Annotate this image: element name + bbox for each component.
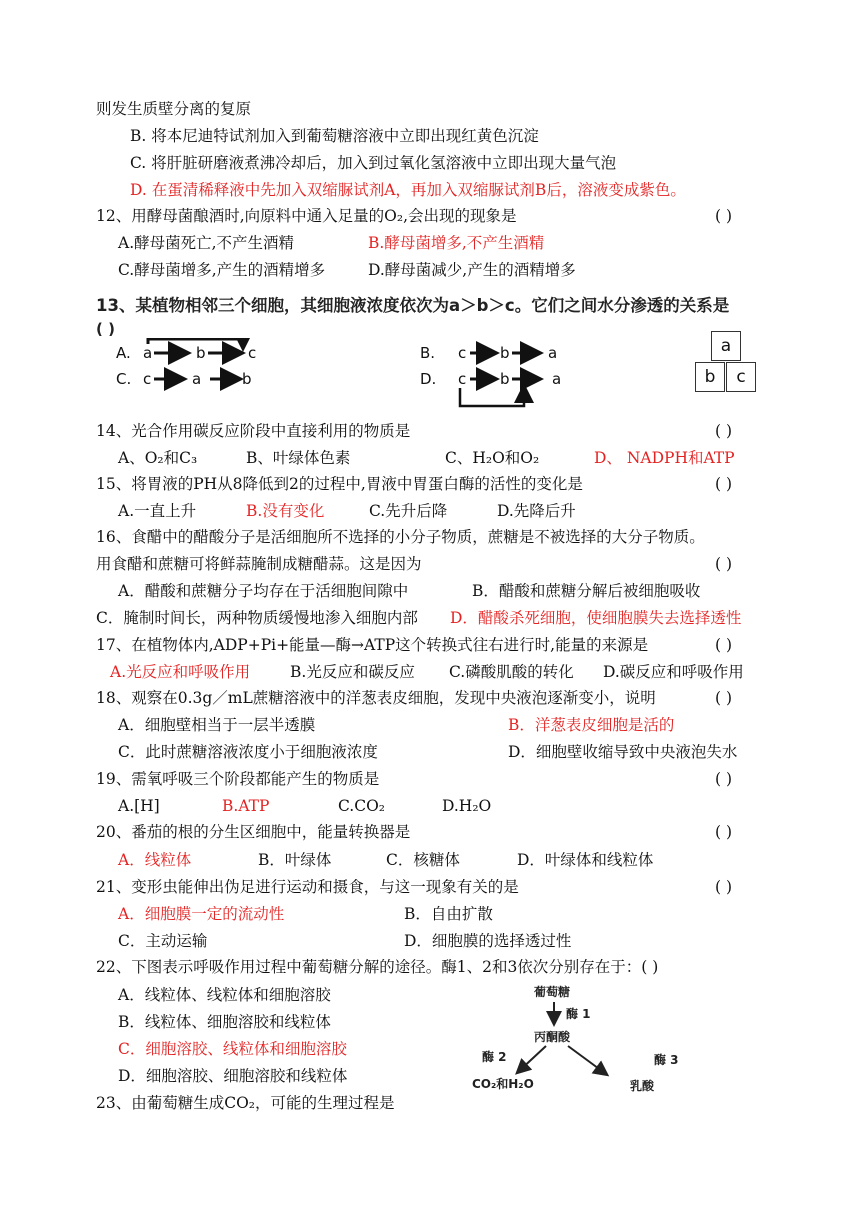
q18-option-b: B．洋葱表皮细胞是活的 <box>508 716 675 734</box>
question-20: 20、番茄的根的分生区细胞中，能量转换器是 <box>96 823 411 841</box>
option-c-line: C. 将肝脏研磨液煮沸冷却后，加入到过氧化氢溶液中立即出现大量气泡 <box>130 154 617 172</box>
question-16-cont: 用食醋和蔗糖可将鲜蒜腌制成糖醋蒜。这是因为 <box>96 555 422 573</box>
svg-text:b: b <box>500 344 510 362</box>
q12-option-b: B.酵母菌增多,不产生酒精 <box>368 234 545 252</box>
respiration-pathway-diagram <box>458 982 720 1102</box>
q15-option-b: B.没有变化 <box>246 502 325 520</box>
q12-option-c: C.酵母菌增多,产生的酒精增多 <box>118 261 326 279</box>
svg-text:b: b <box>196 344 206 362</box>
enzyme1-label: 酶 1 <box>566 1007 591 1021</box>
question-19: 19、需氧呼吸三个阶段都能产生的物质是 <box>96 770 380 788</box>
q18-option-a: A．细胞壁相当于一层半透膜 <box>118 716 316 734</box>
question-15: 15、将胃液的PH从8降低到2的过程中,胃液中胃蛋白酶的活性的变化是 <box>96 475 583 493</box>
cell-c-box: c <box>726 362 756 392</box>
enzyme3-label: 酶 3 <box>654 1053 679 1067</box>
question-22: 22、下图表示呼吸作用过程中葡萄糖分解的途径。酶1、2和3依次分别存在于：( ) <box>96 958 659 976</box>
cell-b-box: b <box>695 362 725 392</box>
q21-option-d: D．细胞膜的选择透过性 <box>404 932 572 950</box>
line-continuation: 则发生质壁分离的复原 <box>96 100 252 118</box>
q22-option-b: B．线粒体、细胞溶胶和线粒体 <box>118 1013 331 1031</box>
option-b-line: B. 将本尼迪特试剂加入到葡萄糖溶液中立即出现红黄色沉淀 <box>130 127 539 145</box>
q20-option-d: D．叶绿体和线粒体 <box>517 851 654 869</box>
q17-option-d: D.碳反应和呼吸作用 <box>603 663 744 681</box>
answer-paren: ( ) <box>715 475 733 493</box>
svg-text:c: c <box>458 370 467 388</box>
q17-option-c: C.磷酸肌酸的转化 <box>449 663 574 681</box>
svg-text:a: a <box>548 344 558 362</box>
q15-option-d: D.先降后升 <box>497 502 576 520</box>
cell-a-box: a <box>711 331 741 361</box>
question-18: 18、观察在0.3g／mL蔗糖溶液中的洋葱表皮细胞，发现中央液泡逐渐变小，说明 <box>96 689 656 707</box>
q19-option-d: D.H₂O <box>442 797 492 815</box>
q18-option-d: D．细胞壁收缩导致中央液泡失水 <box>508 743 738 761</box>
q13-a-label: A. <box>116 344 131 362</box>
q16-option-b: B．醋酸和蔗糖分解后被细胞吸收 <box>472 582 701 600</box>
answer-paren: ( ) <box>715 207 733 225</box>
q15-option-c: C.先升后降 <box>369 502 448 520</box>
co2-h2o-label: CO₂和H₂O <box>472 1077 534 1091</box>
answer-paren: ( ) <box>715 770 733 788</box>
answer-paren: ( ) <box>715 422 733 440</box>
answer-paren: ( ) <box>715 823 733 841</box>
q20-option-a: A．线粒体 <box>118 851 192 869</box>
q16-option-a: A．醋酸和蔗糖分子均存在于活细胞间隙中 <box>118 582 409 600</box>
answer-paren: ( ) <box>715 689 733 707</box>
q14-option-c: C、H₂O和O₂ <box>445 449 540 467</box>
q21-option-c: C．主动运输 <box>118 932 208 950</box>
svg-text:b: b <box>242 370 252 388</box>
q16-option-c: C．腌制时间长，两种物质缓慢地渗入细胞内部 <box>96 609 418 627</box>
option-d-line-answer: D. 在蛋清稀释液中先加入双缩脲试剂A，再加入双缩脲试剂B后，溶液变成紫色。 <box>130 181 686 199</box>
glucose-label: 葡萄糖 <box>534 985 571 999</box>
osmosis-arrow-diagram <box>110 338 590 410</box>
q17-option-a: A.光反应和呼吸作用 <box>110 663 251 681</box>
q19-option-b: B.ATP <box>222 797 270 815</box>
question-12: 12、用酵母菌酿酒时,向原料中通入足量的O₂,会出现的现象是 <box>96 207 517 225</box>
q18-option-c: C．此时蔗糖溶液浓度小于细胞液浓度 <box>118 743 378 761</box>
q19-option-a: A.[H] <box>118 797 160 815</box>
lactic-acid-label: 乳酸 <box>630 1079 655 1093</box>
question-21: 21、变形虫能伸出伪足进行运动和摄食，与这一现象有关的是 <box>96 878 519 896</box>
svg-text:a: a <box>552 370 562 388</box>
q13-b-label: B. <box>420 344 436 362</box>
svg-text:a: a <box>192 370 202 388</box>
answer-paren: ( ) <box>715 555 733 573</box>
q22-option-c: C．细胞溶胶、线粒体和细胞溶胶 <box>118 1040 347 1058</box>
q22-option-d: D．细胞溶胶、细胞溶胶和线粒体 <box>118 1067 348 1085</box>
q12-option-d: D.酵母菌减少,产生的酒精增多 <box>368 261 576 279</box>
question-16: 16、食醋中的醋酸分子是活细胞所不选择的小分子物质，蔗糖是不被选择的大分子物质。 <box>96 528 705 546</box>
question-23: 23、由葡萄糖生成CO₂，可能的生理过程是 <box>96 1094 395 1112</box>
svg-text:a: a <box>143 344 153 362</box>
q19-option-c: C.CO₂ <box>338 797 386 815</box>
question-13: 13、某植物相邻三个细胞，其细胞液浓度依次为a＞b＞c。它们之间水分渗透的关系是 <box>96 296 730 315</box>
answer-paren: ( ) <box>715 878 733 896</box>
svg-text:c: c <box>248 344 257 362</box>
svg-text:b: b <box>500 370 510 388</box>
question-13-paren: ( ) <box>96 320 115 338</box>
q17-option-b: B.光反应和碳反应 <box>290 663 415 681</box>
enzyme2-label: 酶 2 <box>482 1050 507 1064</box>
q14-option-b: B、叶绿体色素 <box>246 449 351 467</box>
svg-text:c: c <box>458 344 467 362</box>
q21-option-b: B．自由扩散 <box>404 905 493 923</box>
q14-option-d: D、 NADPH和ATP <box>594 449 735 467</box>
pyruvate-label: 丙酮酸 <box>534 1030 571 1044</box>
q20-option-c: C．核糖体 <box>386 851 460 869</box>
answer-paren: ( ) <box>715 636 733 654</box>
q21-option-a: A．细胞膜一定的流动性 <box>118 905 285 923</box>
q12-option-a: A.酵母菌死亡,不产生酒精 <box>118 234 295 252</box>
q16-option-d: D．醋酸杀死细胞，使细胞膜失去选择透性 <box>450 609 742 627</box>
q20-option-b: B．叶绿体 <box>258 851 332 869</box>
question-14: 14、光合作用碳反应阶段中直接利用的物质是 <box>96 422 411 440</box>
question-17: 17、在植物体内,ADP+Pi+能量—酶→ATP这个转换式往右进行时,能量的来源是 <box>96 636 649 654</box>
q14-option-a: A、O₂和C₃ <box>118 449 198 467</box>
q22-option-a: A．线粒体、线粒体和细胞溶胶 <box>118 986 331 1004</box>
q13-c-label: C. <box>116 370 132 388</box>
svg-text:c: c <box>143 370 152 388</box>
q13-d-label: D. <box>420 370 437 388</box>
q15-option-a: A.一直上升 <box>118 502 197 520</box>
